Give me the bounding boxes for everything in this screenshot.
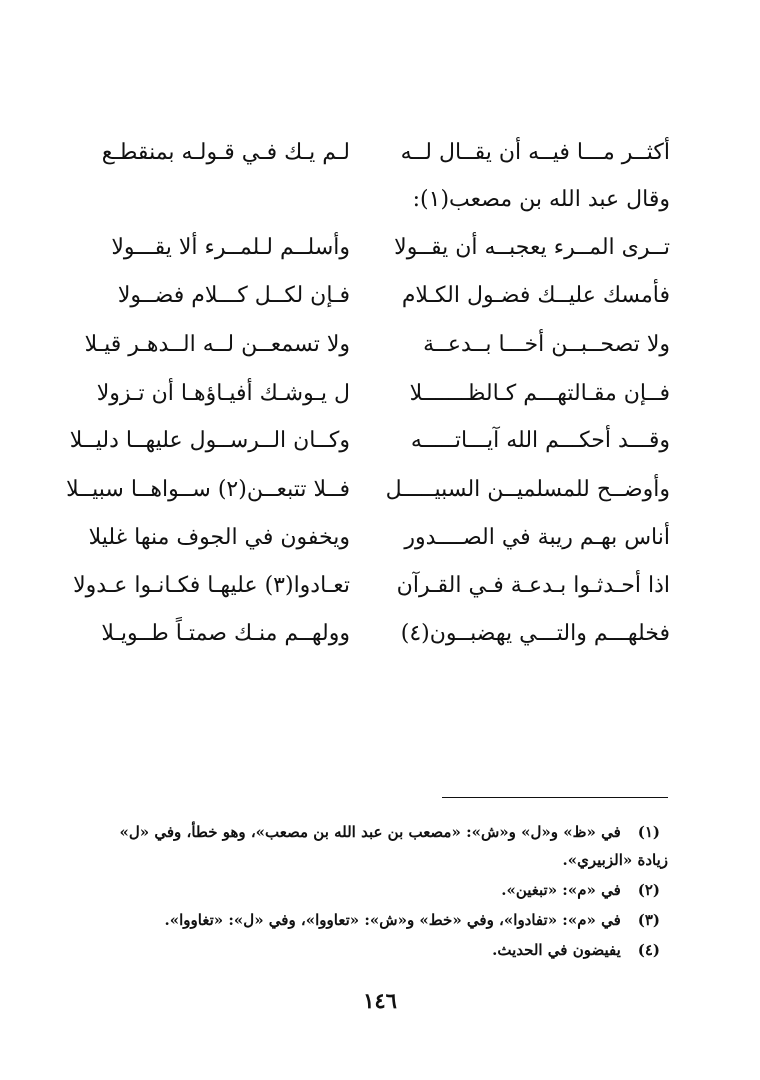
footnote-text: زيادة «الزبيري».: [562, 851, 668, 869]
verse-second-hemistich: وكــان الــرســول عليهــا دليــلا: [69, 428, 350, 453]
footnote-number: (٤): [637, 941, 660, 959]
verse-second-hemistich: فــلا تتبعــن(٢) ســواهــا سبيــلا: [66, 477, 350, 502]
verse-first-hemistich: وقـــد أحكـــم الله آيـــاتـــــه: [410, 428, 670, 453]
verse-first-hemistich: اذا أحـدثـوا بـدعـة فـي القـرآن: [396, 573, 670, 598]
verse-first-hemistich: فأمسك عليــك فضـول الكـلام: [401, 283, 670, 308]
verse-first-hemistich: وأوضــح للمسلميــن السبيـــــل: [385, 477, 670, 502]
footnote-1: [70, 818, 660, 846]
page-number: ١٤٦: [363, 988, 397, 1013]
attribution-line: وقال عبد الله بن مصعب(١):: [412, 187, 670, 212]
footnote-text: يفيضون في الحديث.: [492, 941, 621, 959]
verse-row: [60, 133, 670, 173]
verse-second-hemistich: تعـادوا(٣) عليهـا فكـانـوا عـدولا: [73, 573, 350, 598]
verse-row: [60, 470, 670, 510]
footnote-number: (٢): [637, 881, 660, 899]
verse-second-hemistich: ل يـوشـك أفيـاؤهـا أن تـزولا: [96, 381, 350, 406]
verse-first-hemistich: فــإن مقـالتهـــم كـالظـــــــلا: [409, 381, 670, 406]
verse-row: [60, 374, 670, 414]
verse-first-hemistich: أكثــر مـــا فيــه أن يقــال لــه: [400, 140, 670, 165]
verse-row: [60, 325, 670, 365]
footnote-2: [70, 876, 660, 904]
verse-second-hemistich: فـإن لكــل كـــلام فضــولا: [117, 283, 350, 308]
verse-row: [60, 276, 670, 316]
verse-first-hemistich: ولا تصحــبــن أخـــا بــدعــة: [423, 332, 670, 357]
footnote-3: [70, 906, 660, 934]
verse-row: [60, 228, 670, 268]
footnote-text: في «م»: «تفادوا»، وفي «خط» و«ش»: «تعاووا»، وفي «ل»: «تغاووا».: [164, 911, 621, 929]
verse-row: [60, 614, 670, 654]
verse-first-hemistich: فخلهـــم والتـــي يهضبــون(٤): [400, 621, 670, 646]
verse-second-hemistich: ويخفون في الجوف منها غليلا: [88, 525, 350, 550]
footnote-divider: [442, 797, 668, 798]
verse-row: [60, 421, 670, 461]
footnote-4: [70, 936, 660, 964]
verse-second-hemistich: وولهــم منـك صمتـاً طــويـلا: [101, 621, 350, 646]
verse-row: [60, 566, 670, 606]
footnote-number: (١): [637, 823, 660, 841]
footnote-number: (٣): [637, 911, 660, 929]
verse-first-hemistich: تــرى المــرء يعجبــه أن يقــولا: [394, 235, 670, 260]
verse-second-hemistich: ولا تسمعــن لــه الــدهـر قيـلا: [84, 332, 350, 357]
footnote-1-continuation: [78, 846, 668, 874]
verse-first-hemistich: أناس بهـم ريبة في الصــــدور: [404, 525, 670, 550]
verse-second-hemistich: لـم يـك فـي قـولـه بمنقطـع: [101, 140, 350, 165]
footnote-text: في «ظ» و«ل» و«ش»: «مصعب بن عبد الله بن مصعب»، وهو خطأ، وفي «ل»: [119, 823, 621, 841]
footnote-text: في «م»: «تبغين».: [501, 881, 621, 899]
verse-second-hemistich: وأسلــم لـلمــرء ألا يقـــولا: [111, 235, 350, 260]
verse-row: [60, 518, 670, 558]
